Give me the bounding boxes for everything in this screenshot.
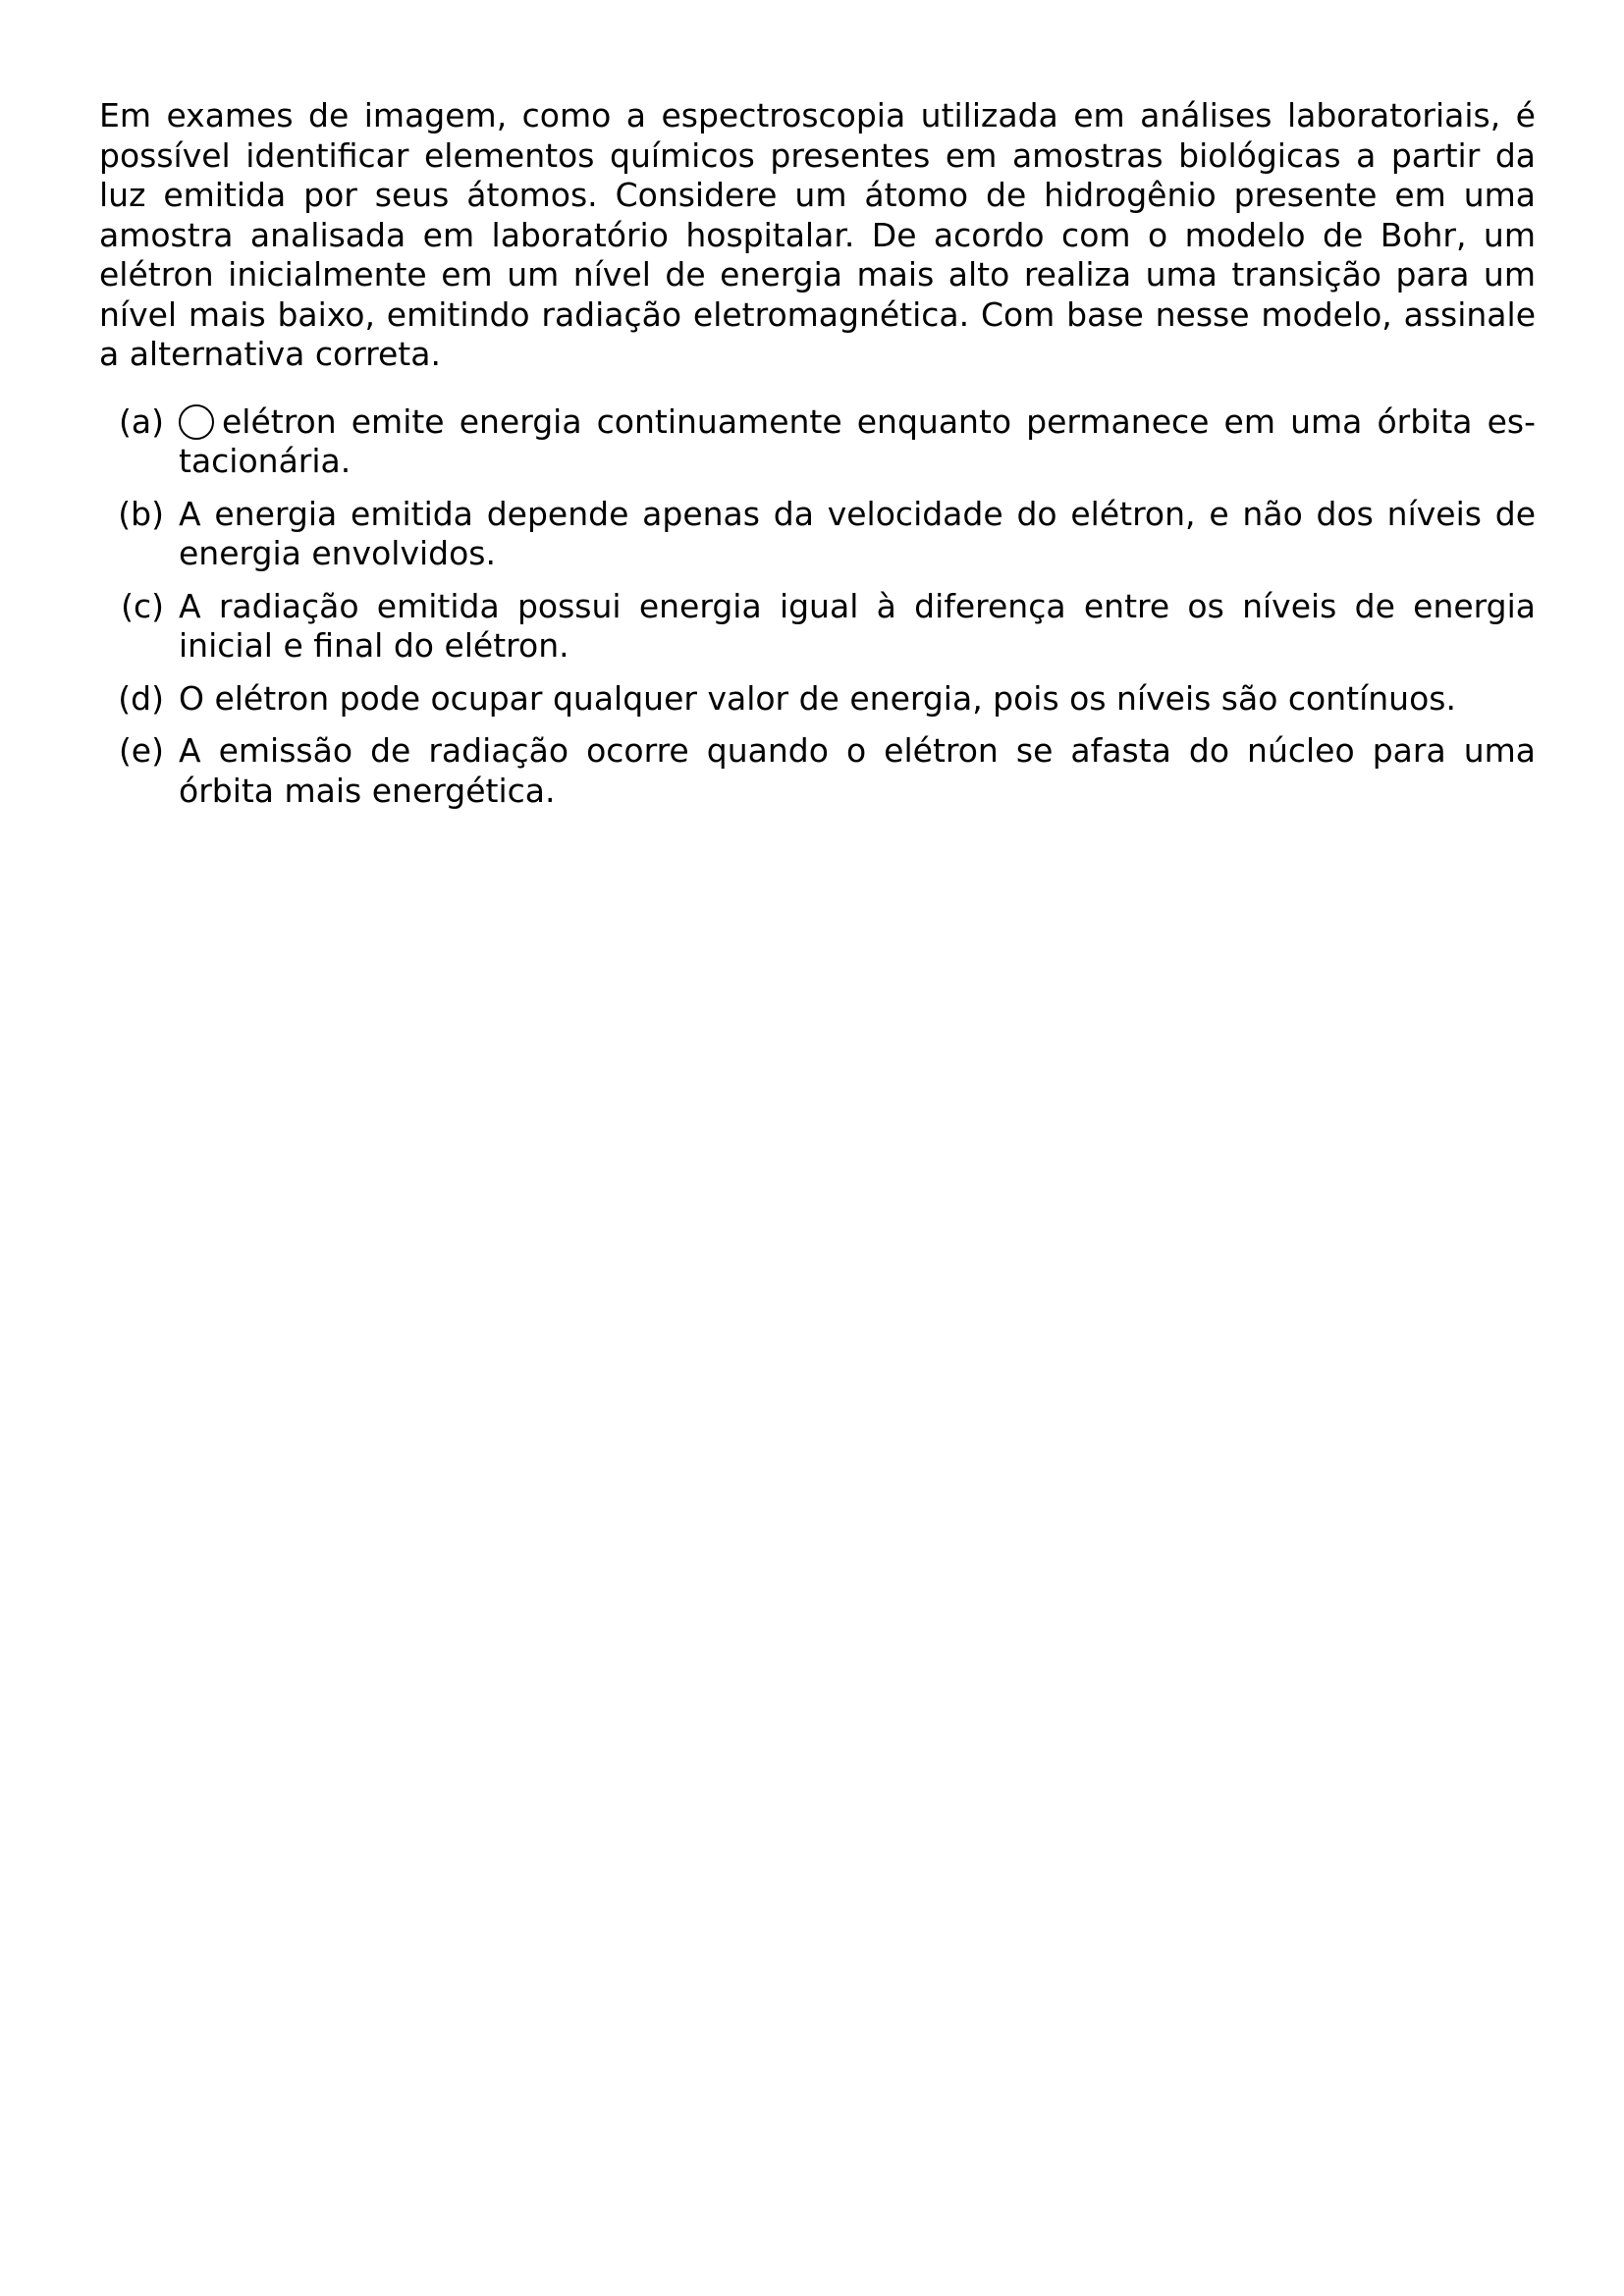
option-b-label: (b) [118,494,164,533]
option-a-text: elétron emite energia continuamente enquanto permanece em uma órbita estacionária. [179,401,1536,480]
question-text: Em exames de imagem, como a espectroscopia utilizada em análises laboratoriais, é possível identificar elementos químicos presentes em amostras biológicas a partir da luz emitida por seus átomos. Considere um átomo de hidrogênio presente em uma amostra analisada em laboratório hospitalar. De acordo com o modelo de Bohr, um elétron inicialmente em um nível de energia mais alto realiza uma transição para um nível mais baixo, emitindo radiação eletromagnética. Com base nesse modelo, assinale a alternativa correta. [99,96,1536,373]
circle-glyph-icon [179,404,214,440]
document-page [99,96,1536,824]
option-c [99,587,1536,667]
option-e-label: (e) [118,731,164,770]
answer-options [99,402,1536,812]
option-c-label: (c) [121,586,164,625]
option-b-text: A energia emitida depende apenas da velocidade do elétron, e não dos níveis de energia envolvidos. [179,494,1536,572]
option-e [99,731,1536,811]
option-d-label: (d) [118,678,164,718]
option-e-text: A emissão de radiação ocorre quando o elétron se afasta do núcleo para uma órbita mais energética. [179,731,1536,810]
option-d-text: O elétron pode ocupar qualquer valor de energia, pois os níveis são contínuos. [179,678,1456,718]
option-c-text: A radiação emitida possui energia igual à diferença entre os níveis de energia inicial e final do elétron. [179,586,1536,665]
option-b [99,495,1536,574]
option-a-label: (a) [119,401,164,441]
option-a [99,402,1536,482]
option-d [99,679,1536,720]
